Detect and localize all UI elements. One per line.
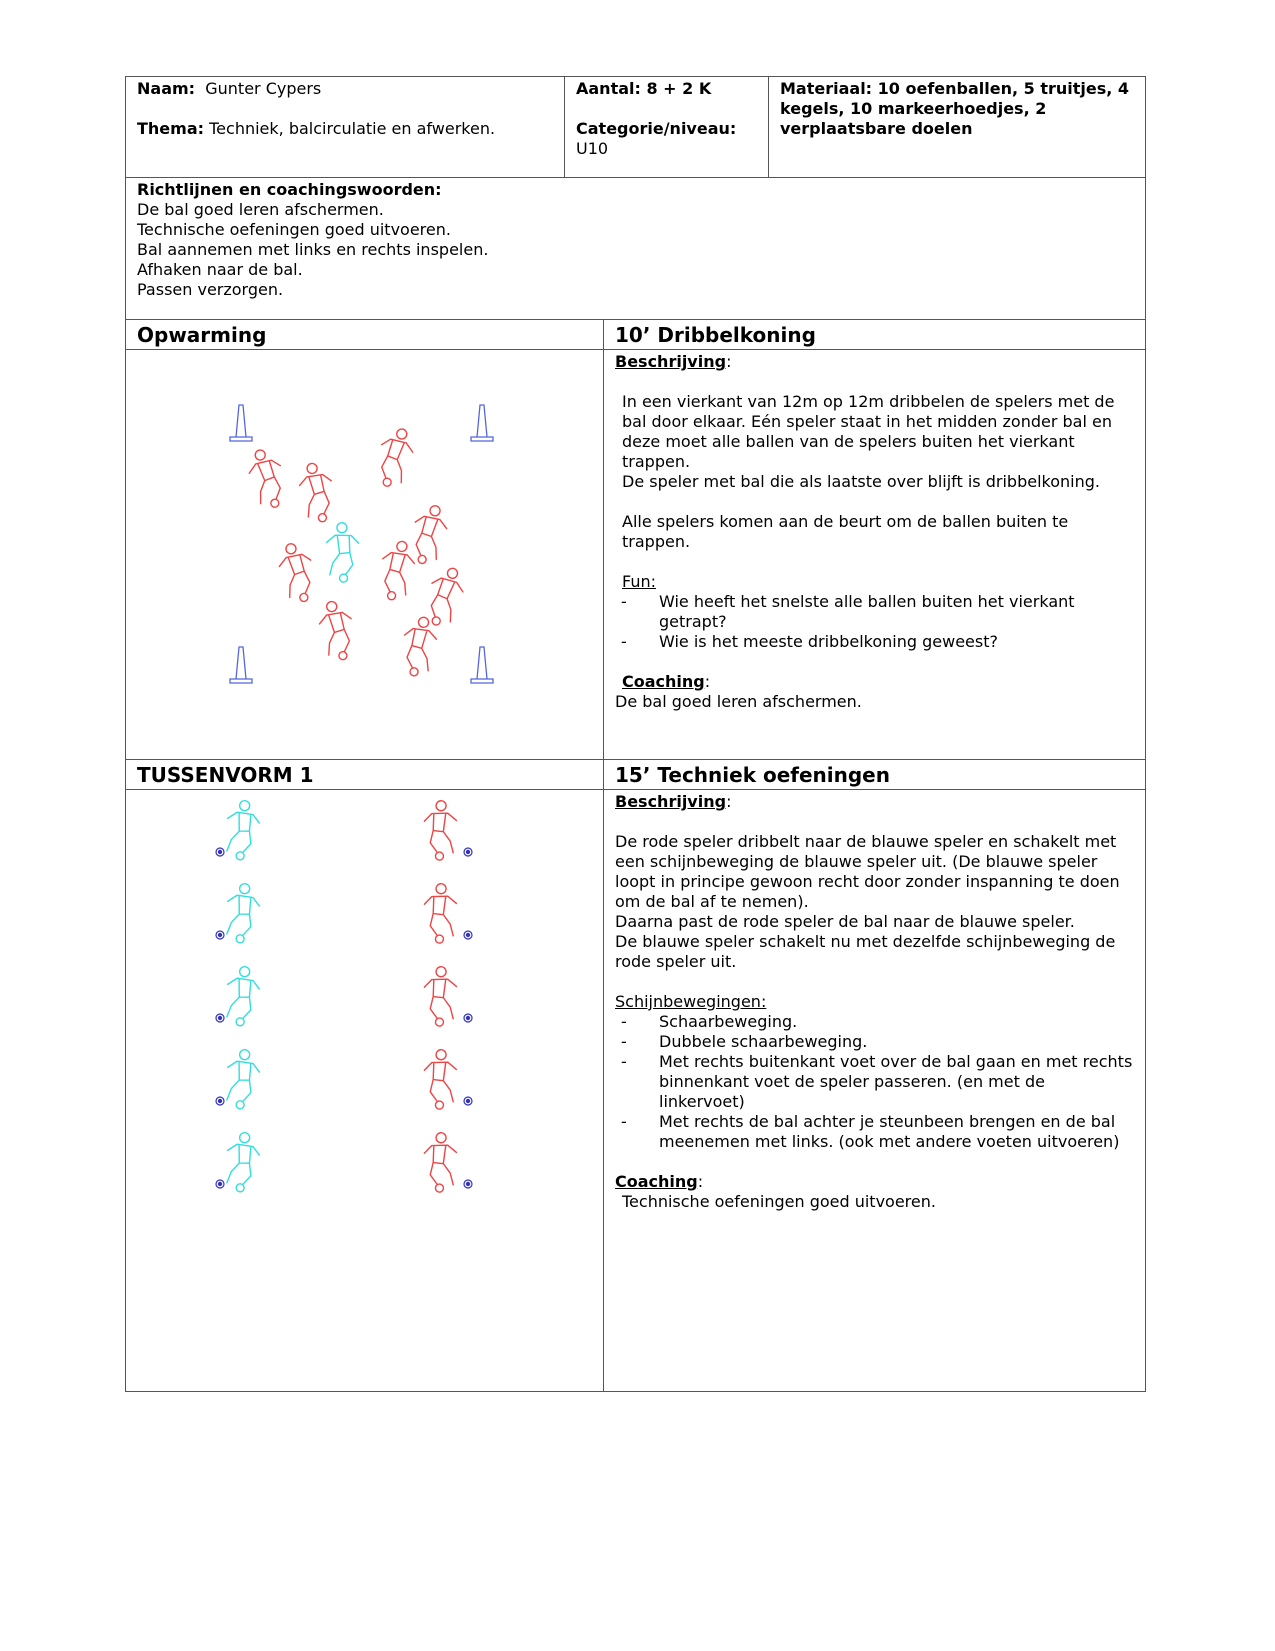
player-figure [220, 964, 264, 1028]
guidelines-cell [126, 178, 1146, 320]
move-item: - Met rechts buitenkant voet over de bal gaan en met rechts binnenkant voet de speler passeren. (en met de linkervoet) [615, 1052, 1134, 1112]
player-figure [317, 600, 355, 662]
warmup-paragraph: De speler met bal die als laatste over blijft is dribbelkoning. [622, 472, 1100, 491]
warmup-coaching-text: De bal goed leren afschermen. [615, 692, 862, 711]
technique-coaching-text: Technische oefeningen goed uitvoeren. [622, 1192, 936, 1211]
player-figure [410, 503, 450, 566]
player-figure [402, 616, 438, 677]
guidelines-title: Richtlijnen en coachingswoorden: [137, 180, 442, 199]
fun-list [615, 592, 1134, 652]
player-figure [220, 881, 264, 945]
ball-icon [216, 1097, 224, 1105]
warmup-exercise-title: 10’ Dribbelkoning [604, 320, 1146, 350]
warmup-section-title: Opwarming [126, 320, 604, 350]
cone-icon [471, 647, 493, 683]
moves-list [615, 1012, 1134, 1152]
warmup-diagram-cell [126, 350, 604, 760]
name-value: Gunter Cypers [205, 79, 322, 98]
ball-icon [464, 1097, 472, 1105]
material-text: Materiaal: 10 oefenballen, 5 truitjes, 4 kegels, 10 markeerhoedjes, 2 verplaatsbare doelen [780, 79, 1130, 138]
description-label: Beschrijving [615, 352, 727, 371]
player-figure [424, 565, 468, 629]
technique-paragraph: De rode speler dribbelt naar de blauwe speler en schakelt met een schijnbeweging de blauwe speler uit. (De blauwe speler loopt in principe gewoon recht door zonder inspanning te doen om de bal af te nemen). [615, 832, 1120, 911]
ball-icon [216, 848, 224, 856]
warmup-description-cell: Beschrijving: In een vierkant van 12m op 12m dribbelen de spelers met de bal door elkaar. Eén speler staat in het midden zonder bal en deze moet alle ballen van de spelers buiten het vierkant trappen. De speler met bal die als laatste over blijft is dribbelkoning. Alle spelers komen aan de beurt om de ballen buiten te trappen. Fun: - Wie heeft het snelste alle ballen buiten het vierkant getrapt? - Wie is het meeste dribbelkoning geweest? Coaching: De bal goed leren afschermen. [604, 350, 1146, 760]
training-sheet [125, 76, 1145, 1392]
material-cell [769, 77, 1146, 178]
technique-description-cell: Beschrijving: De rode speler dribbelt naar de blauwe speler en schakelt met een schijnbeweging de blauwe speler uit. (De blauwe speler loopt in principe gewoon recht door zonder inspanning te doen om de bal af te nemen). Daarna past de rode speler de bal naar de blauwe speler. De blauwe speler schakelt nu met dezelfde schijnbeweging de rode speler uit. Schijnbewegingen: - Schaarbeweging. - Dubbele schaarbeweging. - Met rechts buitenkant voet over de bal gaan en met rechts binnenkant voet de speler passeren. (en met de linkervoet) - Met rechts de bal achter je steunbeen brengen en de bal meenemen met links. (ook met andere voeten uitvoeren) Coaching: Technische oefeningen goed uitvoeren. [604, 790, 1146, 1392]
header-table [125, 76, 1146, 320]
exercises-table [125, 319, 1146, 1392]
category-value: U10 [576, 139, 609, 158]
theme-value: Techniek, balcirculatie en afwerken. [209, 119, 496, 138]
ball-icon [464, 931, 472, 939]
coaching-label: Coaching [615, 1172, 698, 1191]
player-figure [423, 966, 460, 1028]
player-figure [220, 798, 264, 862]
move-item: - Schaarbeweging. [615, 1012, 1134, 1032]
guideline-item: Bal aannemen met links en rechts inspelen. [137, 240, 489, 259]
fun-item: - Wie is het meeste dribbelkoning geweest? [615, 632, 1134, 652]
ball-icon [464, 1180, 472, 1188]
cone-icon [230, 405, 252, 441]
technique-paragraph: Daarna past de rode speler de bal naar de blauwe speler. [615, 912, 1075, 931]
coaching-label: Coaching [622, 672, 705, 691]
guideline-item: Technische oefeningen goed uitvoeren. [137, 220, 451, 239]
move-item: - Dubbele schaarbeweging. [615, 1032, 1134, 1052]
name-theme-cell [126, 77, 565, 178]
technique-paragraph: De blauwe speler schakelt nu met dezelfde schijnbeweging de rode speler uit. [615, 932, 1116, 971]
description-label: Beschrijving [615, 792, 727, 811]
technique-section-title: TUSSENVORM 1 [126, 760, 604, 790]
player-figure [423, 1132, 460, 1194]
ball-icon [464, 1014, 472, 1022]
ball-icon [464, 848, 472, 856]
fun-label: Fun: [622, 572, 656, 591]
name-label: Naam: [137, 79, 196, 98]
guideline-item: Passen verzorgen. [137, 280, 284, 299]
cone-icon [230, 647, 252, 683]
player-figure [246, 447, 288, 511]
player-figure [323, 522, 360, 584]
category-label: Categorie/niveau: [576, 119, 737, 138]
ball-icon [216, 931, 224, 939]
technique-diagram-cell [126, 790, 604, 1392]
technique-exercise-title: 15’ Techniek oefeningen [604, 760, 1146, 790]
move-item: - Met rechts de bal achter je steunbeen brengen en de bal meenemen met links. (ook met andere voeten uitvoeren) [615, 1112, 1134, 1152]
player-figure [375, 426, 417, 490]
player-figure [423, 800, 460, 862]
cone-icon [471, 405, 493, 441]
theme-label: Thema: [137, 119, 205, 138]
warmup-paragraph: In een vierkant van 12m op 12m dribbelen de spelers met de bal door elkaar. Eén speler staat in het midden zonder bal en deze moet alle ballen van de spelers buiten het vierkant trappen. [622, 392, 1115, 471]
technique-diagram [126, 790, 602, 1390]
player-figure [276, 541, 316, 604]
count-label: Aantal: 8 + 2 K [576, 79, 712, 98]
moves-label: Schijnbewegingen: [615, 992, 767, 1011]
guideline-item: De bal goed leren afschermen. [137, 200, 384, 219]
player-figure [220, 1047, 264, 1111]
player-figure [379, 540, 416, 602]
count-category-cell [565, 77, 769, 178]
player-figure [423, 883, 460, 945]
ball-icon [216, 1014, 224, 1022]
warmup-paragraph: Alle spelers komen aan de beurt om de ballen buiten te trappen. [622, 512, 1069, 551]
ball-icon [216, 1180, 224, 1188]
guideline-item: Afhaken naar de bal. [137, 260, 303, 279]
warmup-diagram [126, 350, 602, 758]
player-figure [220, 1130, 264, 1194]
fun-item: - Wie heeft het snelste alle ballen buiten het vierkant getrapt? [615, 592, 1134, 632]
player-figure [423, 1049, 460, 1111]
player-figure [298, 462, 335, 524]
